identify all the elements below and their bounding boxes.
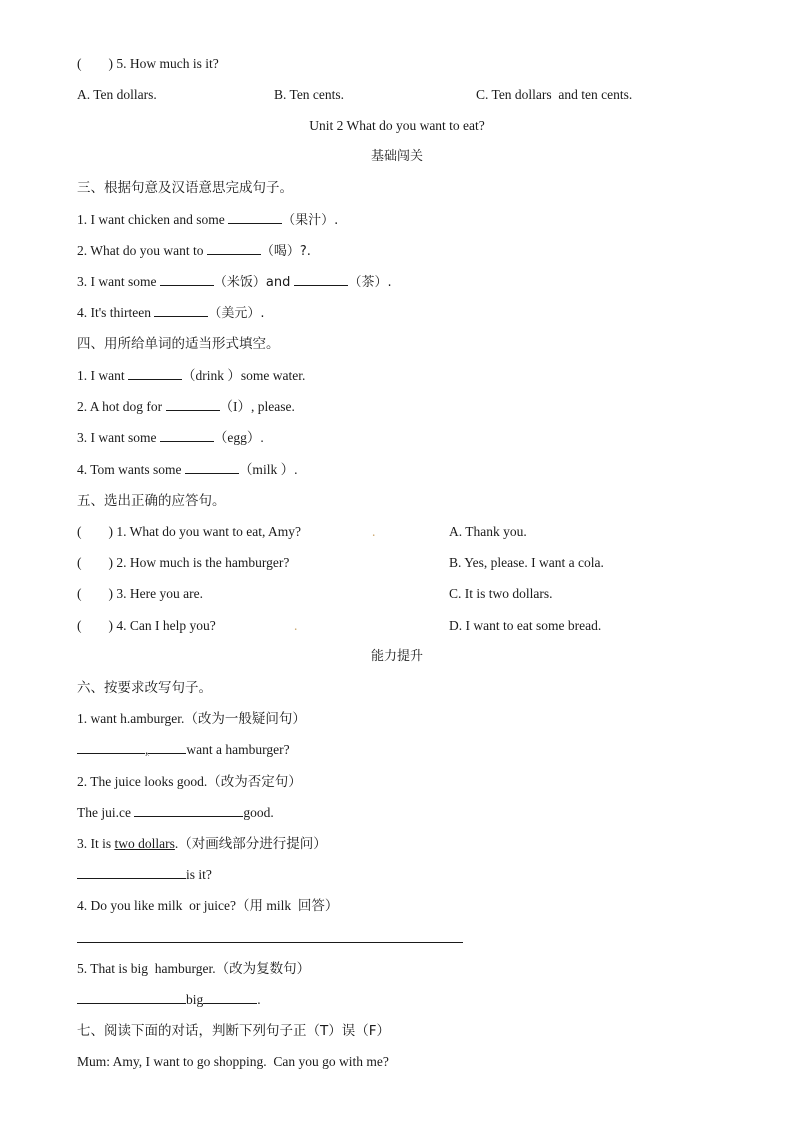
answer-comma: , [145,742,149,757]
answer-blank[interactable] [77,741,145,754]
answer-blank[interactable] [148,741,186,754]
part4-item-3 [77,429,264,447]
part5-question-1: ( ) 1. What do you want to eat, Amy? [77,524,301,539]
item-hint: （I）, please. [219,399,295,414]
option-a: A. Ten dollars. [77,87,157,102]
part6-a3 [77,866,212,884]
part5-heading: 五、选出正确的应答句。 [77,493,226,509]
answer-blank[interactable] [160,273,214,286]
answer-text: want a hamburger? [186,742,290,757]
answer-blank[interactable] [160,429,214,442]
answer-text: . [257,992,261,1007]
answer-text: big [186,992,204,1007]
part6-q5: 5. That is big hamburger.（改为复数句） [77,961,311,976]
dialogue-line-1: Mum: Amy, I want to go shopping. Can you go with me? [77,1054,389,1069]
part6-q1: 1. want h.amburger.（改为一般疑问句） [77,711,306,726]
stray-dot: . [372,524,376,539]
item-hint: （egg）. [213,430,264,445]
item-hint: （果汁）. [282,213,339,228]
item-text: 1. I want [77,368,128,383]
section-basic-heading: 基础闯关 [370,149,423,164]
answer-blank[interactable] [77,866,186,879]
part6-q3 [77,835,327,853]
section-ability-heading: 能力提升 [370,649,423,664]
answer-blank[interactable] [77,991,186,1004]
part5-answer-d: D. I want to eat some bread. [449,618,602,633]
part3-item-4 [77,304,265,323]
item-text: 2. A hot dog for [77,399,166,414]
part3-item-2 [77,242,311,261]
answer-text: good. [243,805,274,820]
answer-line[interactable] [77,942,463,943]
part4-heading: 四、用所给单词的适当形式填空。 [77,336,280,352]
answer-blank[interactable] [185,461,239,474]
question-text: .（对画线部分进行提问） [174,836,327,851]
part7-heading: 七、阅读下面的对话，判断下列句子正（T）误（F） [77,1023,391,1039]
answer-text: is it? [186,867,212,882]
item-hint: （茶）. [348,275,392,290]
item-text: 3. I want some [77,274,160,289]
part4-item-1 [77,367,305,385]
answer-blank[interactable] [154,304,208,317]
item-hint: （米饭）and [213,275,295,290]
part5-question-4: ( ) 4. Can I help you? [77,618,216,633]
answer-blank[interactable] [166,398,220,411]
item-text: 3. I want some [77,430,160,445]
answer-blank[interactable] [294,273,348,286]
option-c: C. Ten dollars and ten cents. [476,87,633,102]
underlined-phrase: two dollars [114,836,175,851]
item-text: 1. I want chicken and some [77,212,229,227]
part4-item-4 [77,461,297,479]
part3-item-1 [77,211,338,230]
part6-q4: 4. Do you like milk or juice?（用 milk 回答） [77,898,339,913]
part6-heading: 六、按要求改写句子。 [77,680,212,696]
part5-answer-c: C. It is two dollars. [449,586,553,601]
part6-a1 [77,741,290,759]
option-b: B. Ten cents. [274,87,345,102]
item-hint: （喝）?. [260,244,311,259]
item-hint: （美元）. [208,306,265,321]
stray-dot: . [294,618,298,633]
answer-blank[interactable] [207,242,261,255]
answer-blank[interactable] [134,804,243,817]
answer-blank[interactable] [128,367,182,380]
question-text: 3. It is [77,836,115,851]
part4-item-2 [77,398,295,416]
question-5-stem: ( ) 5. How much is it? [77,56,219,71]
part5-answer-a: A. Thank you. [449,524,527,539]
unit-title: Unit 2 What do you want to eat? [309,118,485,133]
answer-text: The jui.ce [77,805,135,820]
part5-answer-b: B. Yes, please. I want a cola. [449,555,604,570]
part6-a5 [77,991,261,1009]
part3-heading: 三、根据句意及汉语意思完成句子。 [77,180,293,196]
part5-question-2: ( ) 2. How much is the hamburger? [77,555,290,570]
item-hint: （milk ）. [238,462,298,477]
part6-q2: 2. The juice looks good.（改为否定句） [77,774,302,789]
item-text: 4. Tom wants some [77,462,185,477]
answer-blank[interactable] [228,211,282,224]
answer-blank[interactable] [203,991,257,1004]
part6-a2 [77,804,274,822]
item-text: 2. What do you want to [77,243,207,258]
part3-item-3 [77,273,392,292]
part5-question-3: ( ) 3. Here you are. [77,586,203,601]
item-text: 4. It's thirteen [77,305,155,320]
item-hint: （drink ）some water. [182,368,306,383]
